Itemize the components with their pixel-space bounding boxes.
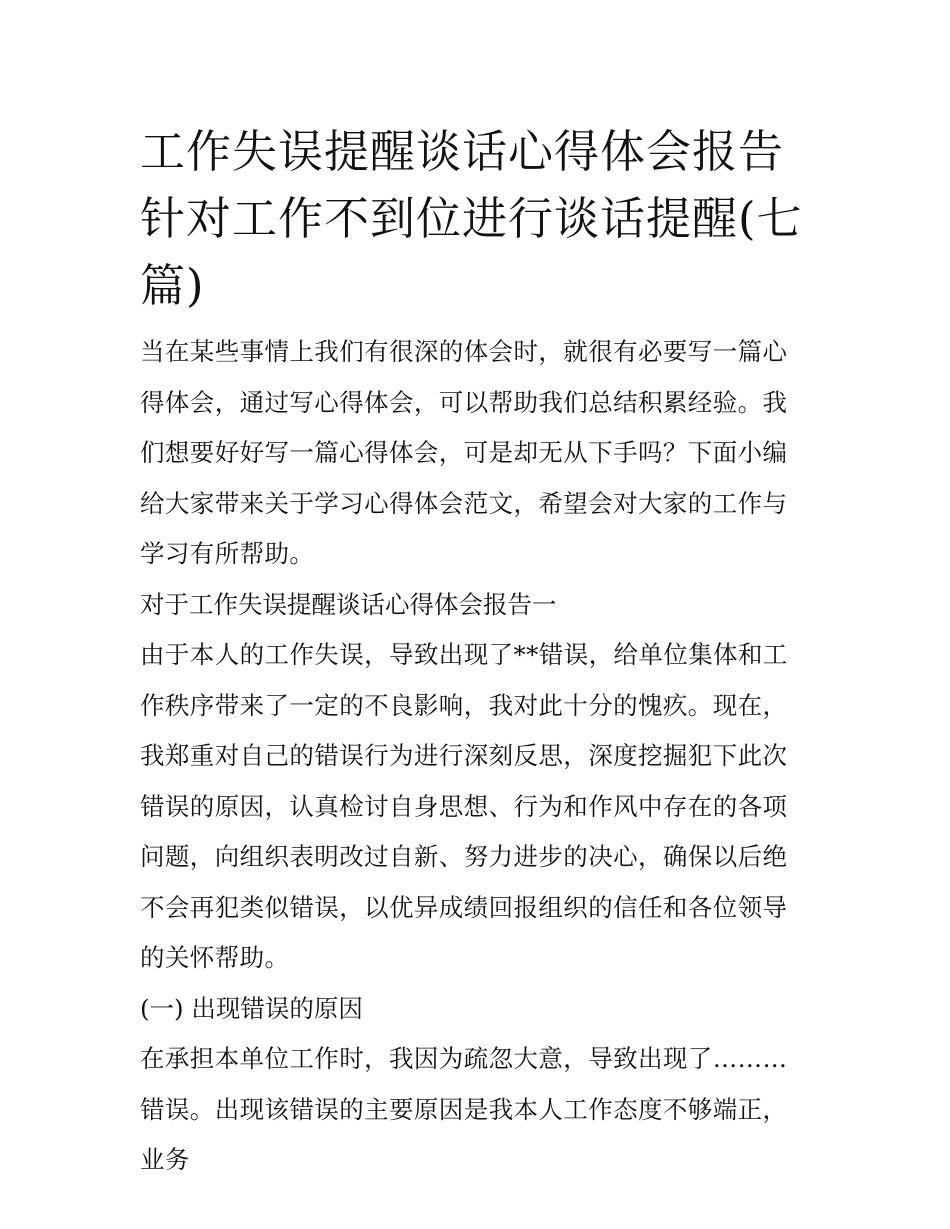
subsection-paragraph: 在承担本单位工作时，我因为疏忽大意，导致出现了………错误。出现该错误的主要原因是我本人工作态度不够端正，业务 (140, 1044, 788, 1174)
document-title: 工作失误提醒谈话心得体会报告 针对工作不到位进行谈话提醒(七篇) (140, 125, 803, 312)
intro-paragraph: 当在某些事情上我们有很深的体会时，就很有必要写一篇心得体会，通过写心得体会，可以帮助我们总结积累经验。我们想要好好写一篇心得体会，可是却无从下手吗？下面小编给大家带来关于学习心得体会范文，希望会对大家的工作与学习有所帮助。 (140, 337, 788, 568)
section-heading: 对于工作失误提醒谈话心得体会报告一 (140, 589, 557, 619)
section-paragraph: 由于本人的工作失误，导致出现了**错误，给单位集体和工作秩序带来了一定的不良影响，我对此十分的愧疚。现在，我郑重对自己的错误行为进行深刻反思，深度挖掘犯下此次错误的原因，认真检讨自身思想、行为和作风中存在的各项问题，向组织表明改过自新、努力进步的决心，确保以后绝不会再犯类似错误，以优异成绩回报组织的信任和各位领导的关怀帮助。 (140, 640, 788, 972)
subsection-heading: (一) 出现错误的原因 (140, 993, 363, 1023)
document-page (140, 118, 812, 1186)
